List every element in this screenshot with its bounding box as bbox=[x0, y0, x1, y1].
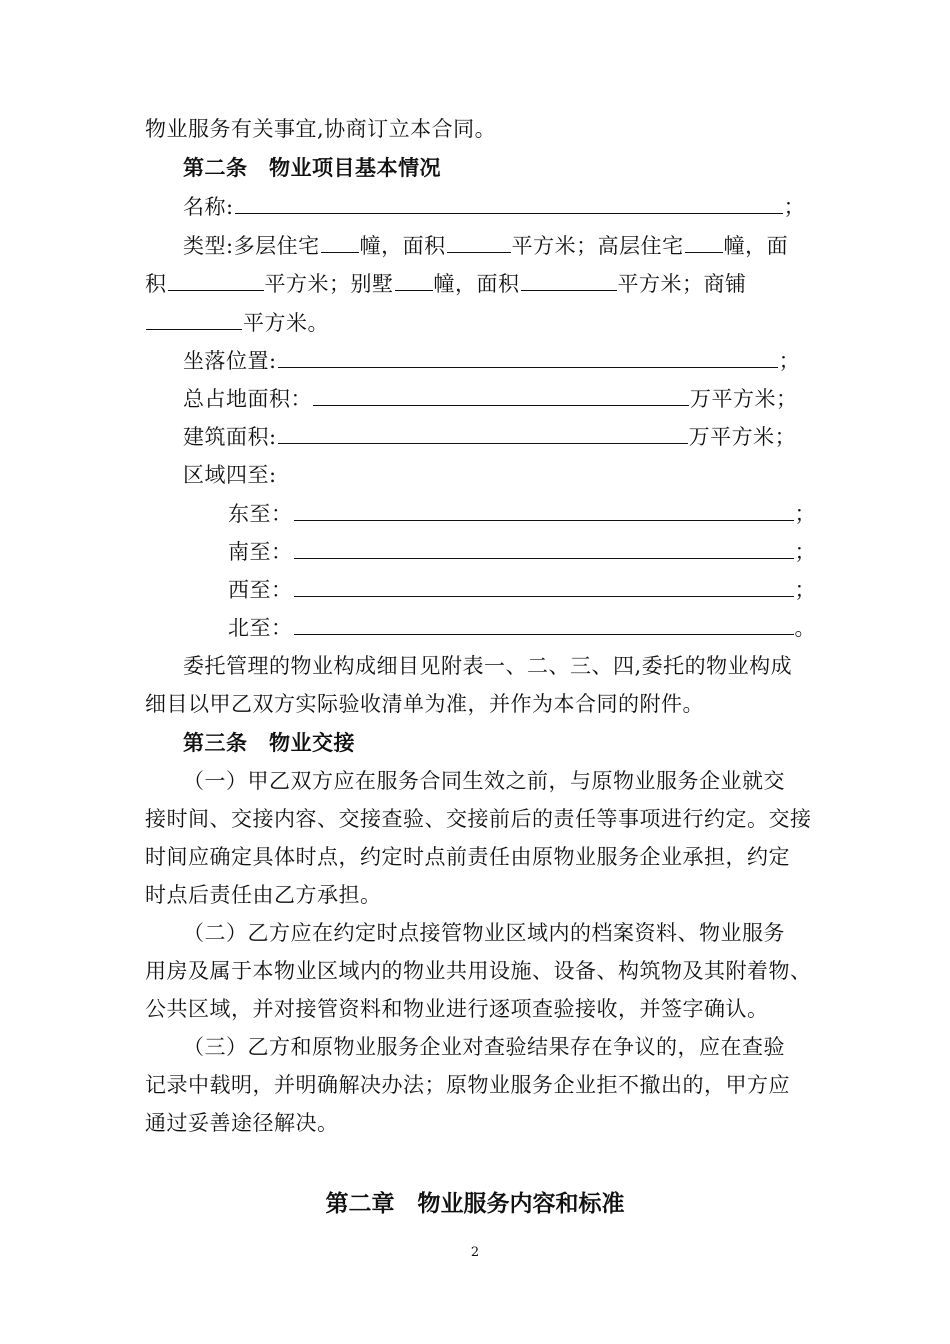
blank-line bbox=[294, 576, 794, 597]
blank-line bbox=[168, 270, 264, 291]
field-location: 坐落位置: ； bbox=[183, 349, 801, 373]
field-shop-area: 平方米。 bbox=[145, 309, 329, 337]
text-line: 接时间、交接内容、交接查验、交接前后的责任等事项进行约定。交接 bbox=[145, 807, 812, 831]
field-north: 北至： 。 bbox=[228, 616, 816, 640]
text-line: 时间应确定具体时点，约定时点前责任由原物业服务企业承担，约定 bbox=[145, 845, 790, 869]
text-line: （三）乙方和原物业服务企业对查验结果存在争议的，应在查验 bbox=[183, 1035, 785, 1059]
text-line: （一）甲乙双方应在服务合同生效之前，与原物业服务企业就交 bbox=[183, 769, 785, 793]
field-south: 南至： ； bbox=[228, 540, 816, 564]
field-type-cont: 积 平方米；别墅 幢，面积 平方米；商铺 bbox=[145, 272, 747, 296]
blank-line bbox=[146, 309, 242, 330]
blank-line bbox=[294, 614, 794, 635]
blank-line bbox=[313, 385, 689, 406]
blank-line bbox=[235, 193, 783, 214]
field-name: 名称: ； bbox=[183, 195, 806, 219]
text-line: 物业服务有关事宜,协商订立本合同。 bbox=[145, 117, 497, 141]
blank-line bbox=[521, 270, 617, 291]
text-line: 细目以甲乙双方实际验收清单为准，并作为本合同的附件。 bbox=[145, 692, 704, 716]
blank-line bbox=[685, 232, 723, 253]
blank-line bbox=[294, 500, 794, 521]
blank-line bbox=[395, 270, 433, 291]
field-west: 西至： ； bbox=[228, 578, 816, 602]
blank-line bbox=[321, 232, 359, 253]
article-2-heading: 第二条 物业项目基本情况 bbox=[183, 155, 441, 180]
text-line: 委托管理的物业构成细目见附表一、二、三、四,委托的物业构成 bbox=[183, 654, 793, 678]
blank-line bbox=[447, 232, 511, 253]
blank-line bbox=[278, 347, 778, 368]
chapter-heading: 第二章 物业服务内容和标准 bbox=[325, 1190, 625, 1217]
field-boundaries: 区域四至: bbox=[183, 463, 277, 487]
field-building-area: 建筑面积: 万平方米； bbox=[183, 425, 797, 449]
text-line: 通过妥善途径解决。 bbox=[145, 1111, 339, 1135]
blank-line bbox=[278, 423, 688, 444]
text-line: （二）乙方应在约定时点接管物业区域内的档案资料、物业服务 bbox=[183, 921, 785, 945]
page-number: 2 bbox=[470, 1245, 480, 1260]
field-east: 东至： ； bbox=[228, 502, 816, 526]
text-line: 时点后责任由乙方承担。 bbox=[145, 883, 382, 907]
text-line: 公共区域，并对接管资料和物业进行逐项查验接收，并签字确认。 bbox=[145, 997, 769, 1021]
text-line: 记录中载明，并明确解决办法；原物业服务企业拒不撤出的，甲方应 bbox=[145, 1073, 790, 1097]
text-line: 用房及属于本物业区域内的物业共用设施、设备、构筑物及其附着物、 bbox=[145, 959, 812, 983]
article-3-heading: 第三条 物业交接 bbox=[183, 730, 355, 755]
field-total-land-area: 总占地面积： 万平方米； bbox=[183, 387, 798, 411]
field-type: 类型:多层住宅 幢，面积 平方米；高层住宅 幢，面 bbox=[183, 234, 789, 258]
blank-line bbox=[294, 538, 794, 559]
